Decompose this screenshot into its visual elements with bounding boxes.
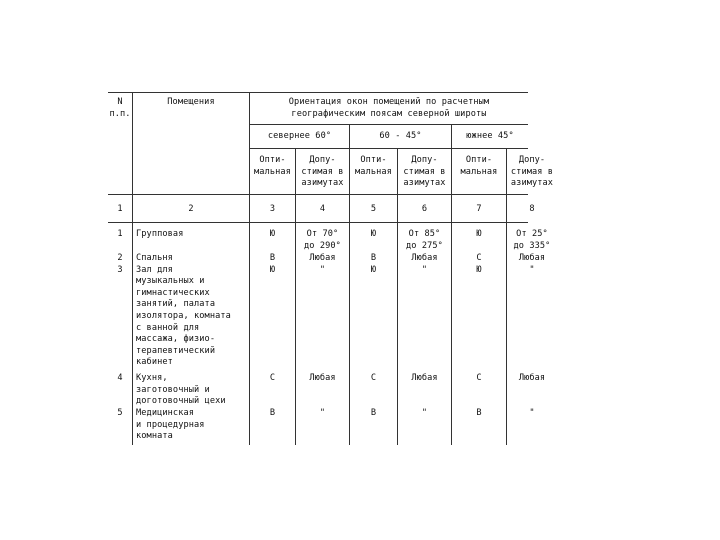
cell-value: С Ю [476,253,482,275]
row-number: 5 [117,408,123,418]
orientation-header-divider [249,124,528,125]
band-header-divider [249,148,528,149]
room-name: Спальня Зал для музыкальных и гимнастических занятий, палата изолятора, комната с ванной для массажа, физио- терапевтический кабинет [136,253,231,368]
sub-header: Опти- мальная [355,155,392,177]
sub-header: Опти- мальная [460,155,498,177]
column-divider [295,148,296,445]
column-number: 7 [476,204,482,214]
sub-header: Опти- мальная [254,155,291,177]
cell-value: В Ю [269,253,276,275]
cell-value: В Ю [370,253,377,275]
column-number: 8 [529,204,535,214]
cell-value: С [370,373,377,383]
column-number: 4 [319,204,326,214]
column-number: 3 [269,204,276,214]
cell-value: Любая [518,373,546,383]
cell-value: Ю [370,229,377,239]
column-numbers-divider [108,222,528,223]
cell-value: От 85° до 275° [406,229,443,251]
cell-value: " [421,408,428,418]
column-number: 5 [370,204,377,214]
band-south-45: южнее 45° [466,131,514,141]
column-number: 1 [117,204,123,214]
column-number: 6 [421,204,428,214]
room-name: Медицинская и процедурная комната [136,408,205,442]
band-60-45: 60 - 45° [379,131,422,141]
column-divider [397,148,398,445]
header-rooms: Помещения [167,97,215,107]
band-north-60: севернее 60° [267,131,332,141]
cell-value: " [319,408,326,418]
cell-value: В [269,408,276,418]
cell-value: С [269,373,276,383]
cell-value: Ю [476,229,482,239]
cell-value: " [529,408,535,418]
row-number: 4 [117,373,123,383]
cell-value: Любая [309,373,336,383]
cell-value: Любая " [411,253,438,275]
table-top-border [108,92,528,93]
cell-value: С [476,373,482,383]
cell-value: От 25° до 335° [513,229,551,251]
column-divider [506,148,507,445]
sub-header: Допу- стимая в азимутах [301,155,344,189]
header-number: N п.п. [109,97,131,119]
row-number: 1 [117,229,123,239]
room-name: Кухня, заготовочный и доготовочный цехи [136,373,226,407]
cell-value: Любая " [518,253,546,275]
cell-value: Любая " [309,253,336,275]
row-number: 2 3 [117,253,123,275]
cell-value: От 70° до 290° [304,229,341,251]
sub-header: Допу- стимая в азимутах [510,155,554,189]
cell-value: Любая [411,373,438,383]
column-divider [132,92,133,445]
cell-value: Ю [269,229,276,239]
room-name: Групповая [136,229,184,239]
cell-value: В [370,408,377,418]
sub-header: Допу- стимая в азимутах [403,155,446,189]
cell-value: В [476,408,482,418]
column-number: 2 [188,204,194,214]
header-orientation: Ориентация окон помещений по расчетным географическим поясам северной широты [288,97,490,119]
header-bottom-border [108,194,528,195]
